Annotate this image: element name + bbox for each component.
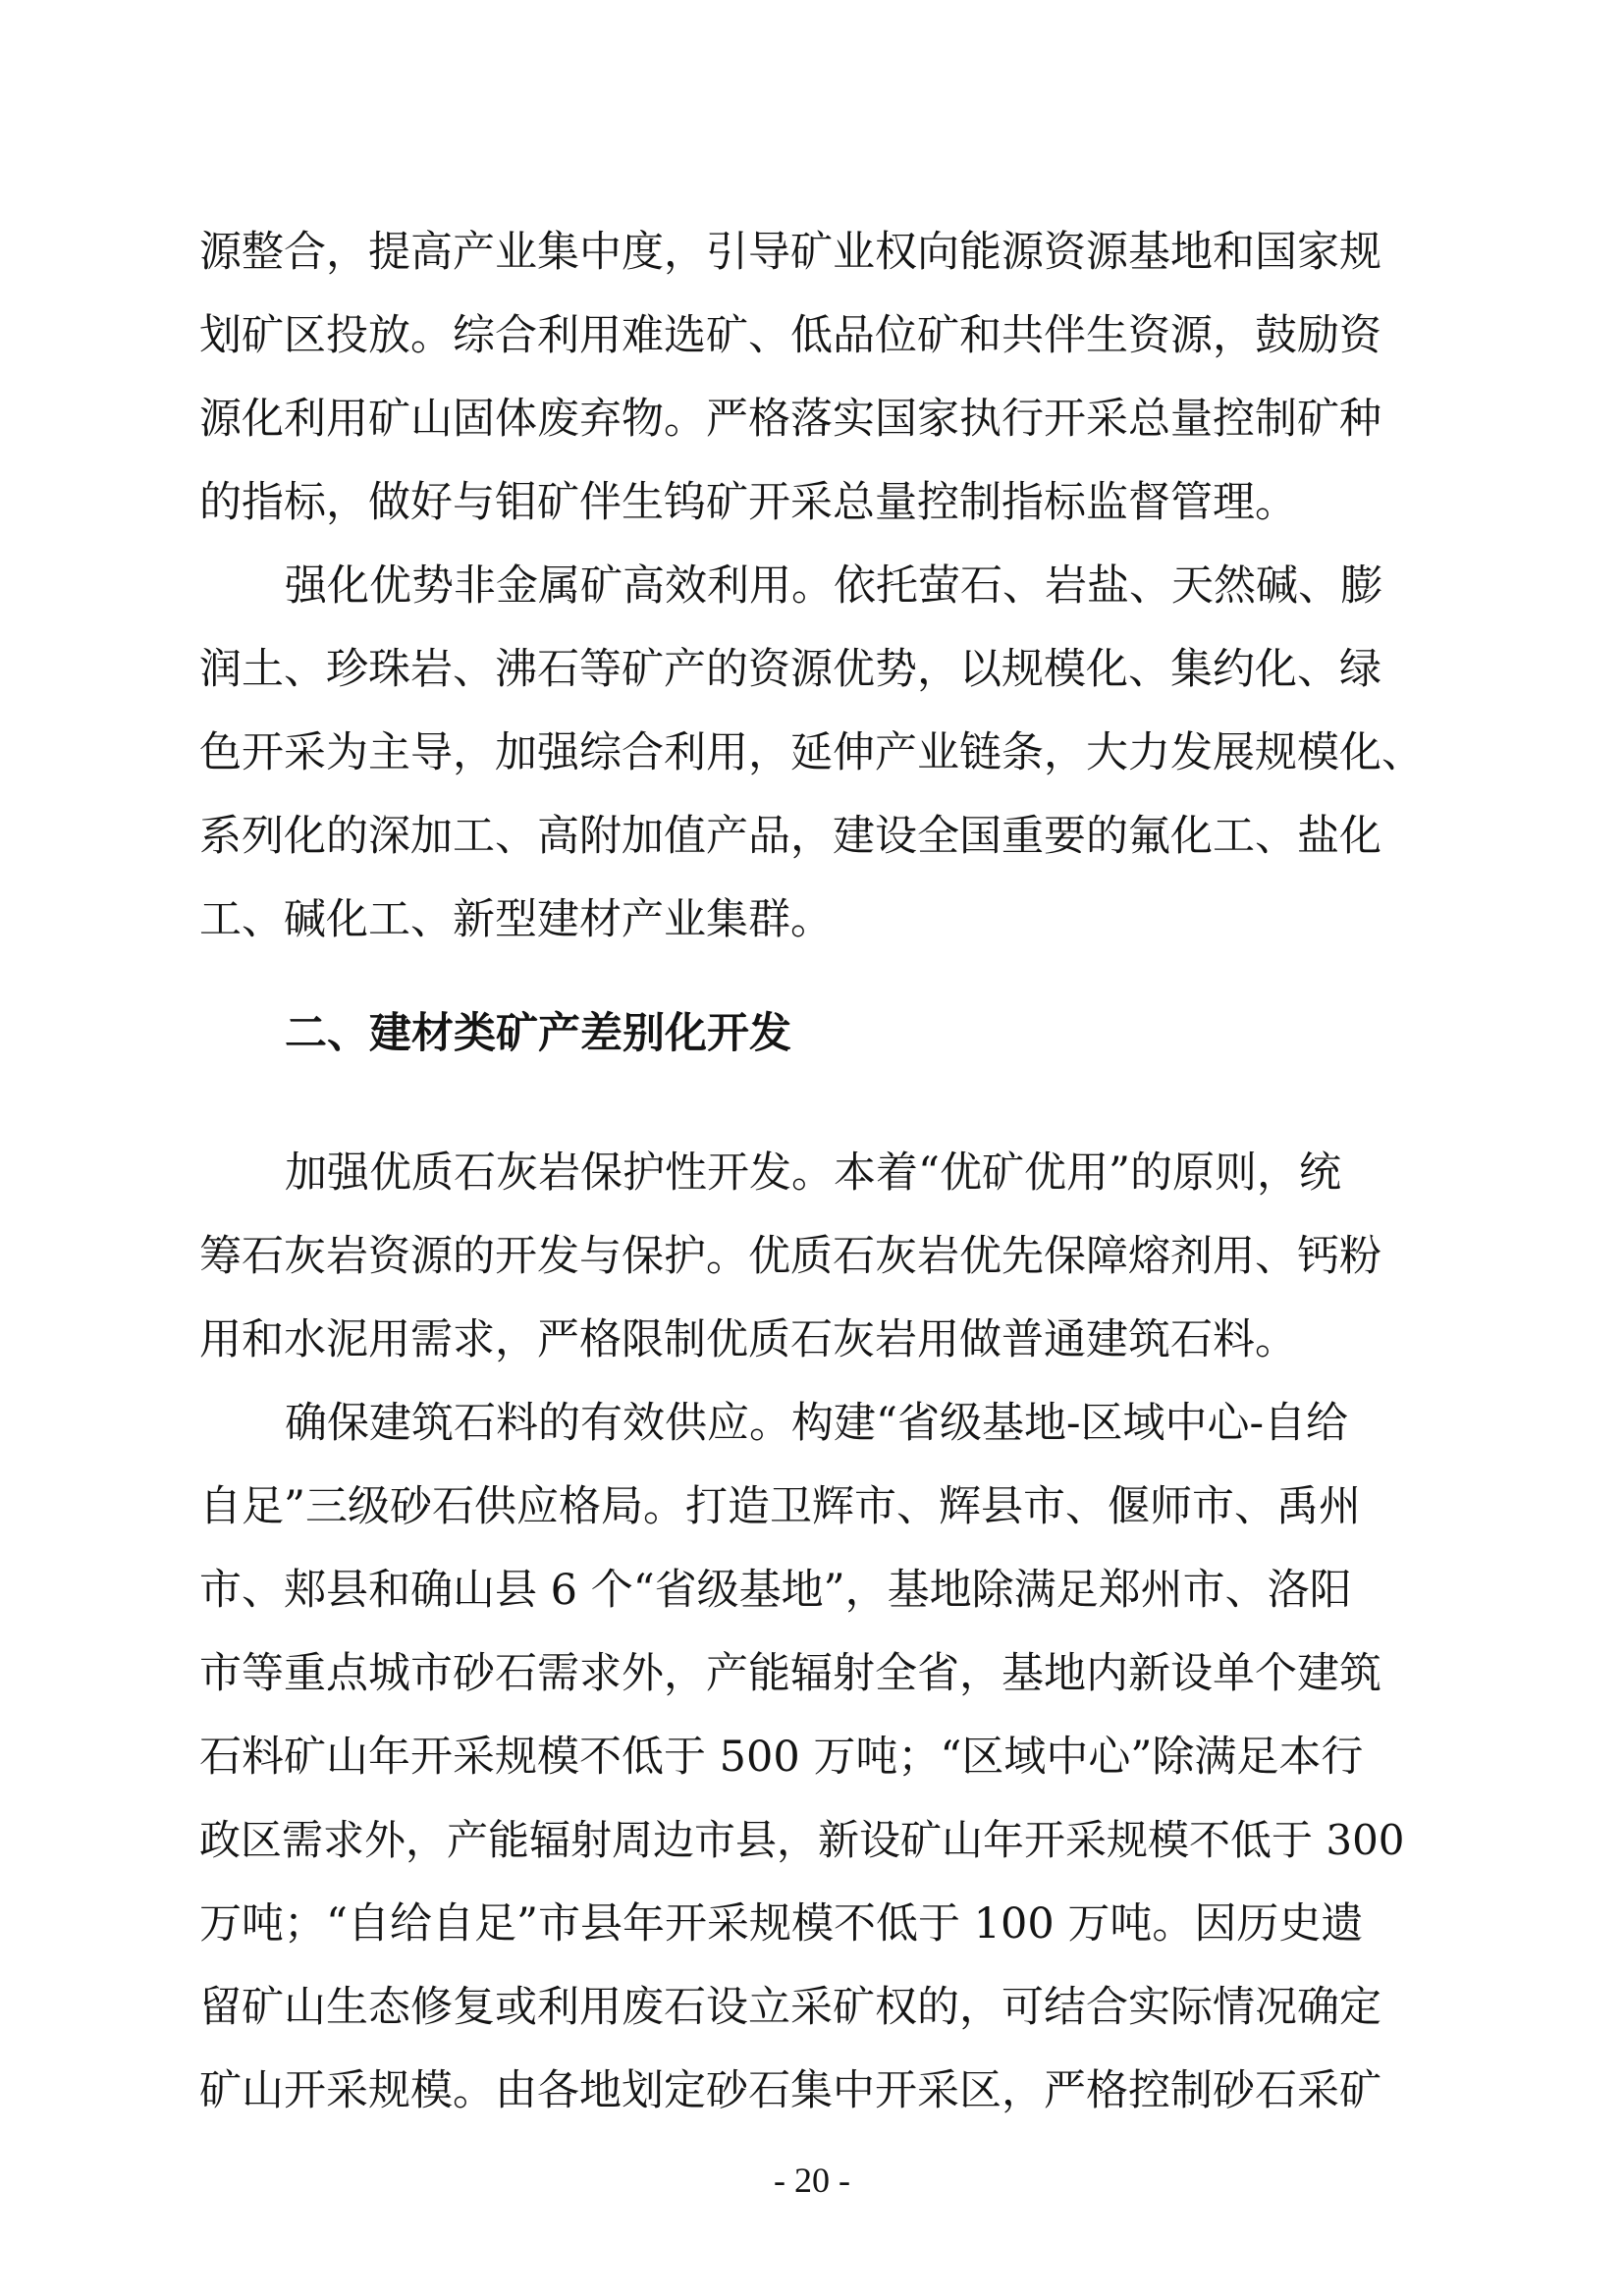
text-line: 市、郏县和确山县 6 个“省级基地”，基地除满足郑州市、洛阳 (199, 1566, 1352, 1615)
text-line: 的指标，做好与钼矿伴生钨矿开采总量控制指标监督管理。 (199, 478, 1297, 527)
text-line: 用和水泥用需求，严格限制优质石灰岩用做普通建筑石料。 (199, 1315, 1297, 1364)
text-line: 政区需求外，产能辐射周边市县，新设矿山年开采规模不低于 300 (199, 1816, 1405, 1864)
text-line: 确保建筑石料的有效供应。构建“省级基地-区域中心-自给 (285, 1399, 1349, 1448)
text-line: 润土、珍珠岩、沸石等矿产的资源优势，以规模化、集约化、绿 (199, 645, 1381, 694)
text-line: 色开采为主导，加强综合利用，延伸产业链条，大力发展规模化、 (199, 728, 1424, 777)
text-line: 石料矿山年开采规模不低于 500 万吨；“区域中心”除满足本行 (199, 1733, 1364, 1782)
text-line: 自足”三级砂石供应格局。打造卫辉市、辉县市、偃师市、禹州 (199, 1482, 1361, 1531)
text-line: 源整合，提高产业集中度，引导矿业权向能源资源基地和国家规 (199, 228, 1381, 277)
text-line: 矿山开采规模。由各地划定砂石集中开采区，严格控制砂石采矿 (199, 2066, 1381, 2115)
text-line: 留矿山生态修复或利用废石设立采矿权的，可结合实际情况确定 (199, 1983, 1381, 2032)
text-line: 筹石灰岩资源的开发与保护。优质石灰岩优先保障熔剂用、钙粉 (199, 1232, 1381, 1281)
text-line: 强化优势非金属矿高效利用。依托萤石、岩盐、天然碱、膨 (285, 561, 1382, 611)
text-line: 加强优质石灰岩保护性开发。本着“优矿优用”的原则，统 (285, 1148, 1341, 1198)
text-line: 市等重点城市砂石需求外，产能辐射全省，基地内新设单个建筑 (199, 1649, 1381, 1698)
text-line: 万吨；“自给自足”市县年开采规模不低于 100 万吨。因历史遗 (199, 1899, 1364, 1949)
text-line: 划矿区投放。综合利用难选矿、低品位矿和共伴生资源，鼓励资 (199, 311, 1381, 360)
page-number: - 20 - (774, 2161, 850, 2200)
text-line: 源化利用矿山固体废弃物。严格落实国家执行开采总量控制矿种 (199, 395, 1381, 444)
section-heading: 二、建材类矿产差别化开发 (285, 1009, 791, 1058)
text-line: 系列化的深加工、高附加值产品，建设全国重要的氟化工、盐化 (199, 812, 1381, 861)
text-line: 工、碱化工、新型建材产业集群。 (199, 895, 833, 944)
